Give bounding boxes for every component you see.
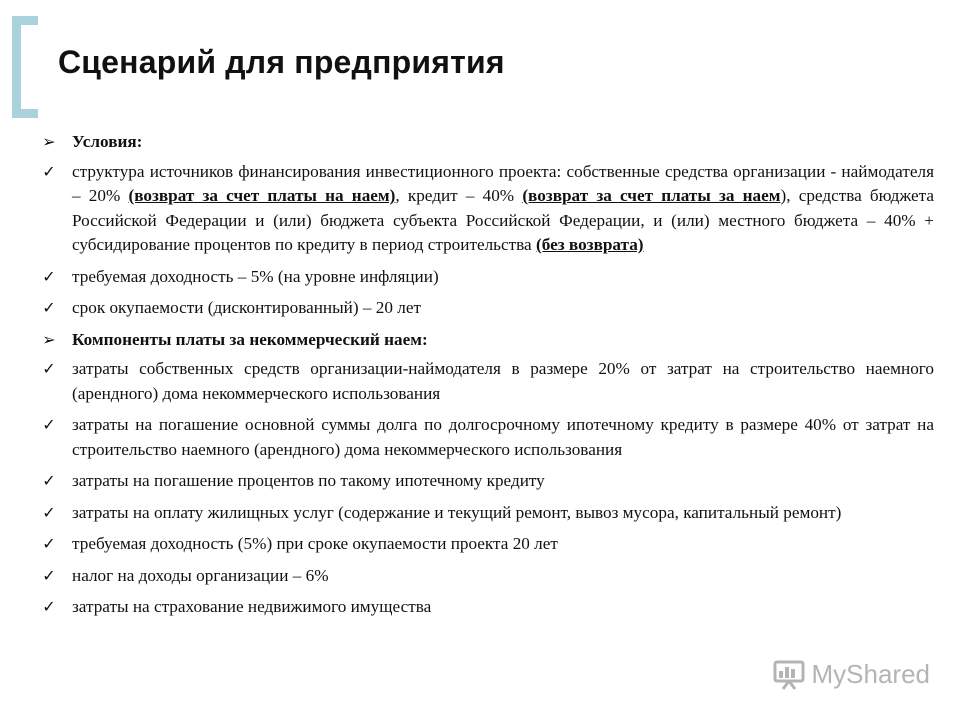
list-item: ➢ Компоненты платы за некоммерческий наем: xyxy=(38,328,934,353)
slide-title: Сценарий для предприятия xyxy=(58,44,505,80)
check-bullet-icon: ✓ xyxy=(42,298,56,317)
arrow-bullet-icon: ➢ xyxy=(42,132,56,151)
presentation-board-icon xyxy=(772,657,806,691)
list-item: ➢ Условия: xyxy=(38,130,934,155)
check-bullet-icon: ✓ xyxy=(42,266,56,286)
list-item: ✓ требуемая доходность – 5% (на уровне инфляции) xyxy=(38,265,934,290)
check-bullet-icon: ✓ xyxy=(42,565,56,585)
check-bullet-icon: ✓ xyxy=(42,534,56,553)
watermark-logo xyxy=(772,657,931,691)
list-item: ✓ затраты на погашение процентов по такому ипотечному кредиту xyxy=(38,469,934,494)
list-item: ✓ требуемая доходность (5%) при сроке окупаемости проекта 20 лет xyxy=(38,532,934,557)
list-item: ✓ затраты на страхование недвижимого имущества xyxy=(38,595,934,620)
bullet-list xyxy=(38,130,934,620)
check-bullet-icon: ✓ xyxy=(42,471,56,490)
check-bullet-icon: ✓ xyxy=(42,502,56,522)
check-bullet-icon: ✓ xyxy=(42,161,56,181)
list-item: ✓ структура источников финансирования инвестиционного проекта: собственные средства организации - наймодателя – 20% (возврат за счет платы на наем), кредит – 40% (возврат за счет платы за наем), средства бюджета Российской Федерации и (или) бюджета субъекта Российской Федерации, и (или) местного бюджета – 40% + субсидирование процентов по кредиту в период строительства (без возврата) xyxy=(38,160,934,258)
list-item: ✓ затраты на погашение основной суммы долга по долгосрочному ипотечному кредиту в размере 40% от затрат на строительство наемного (арендного) дома некоммерческого использования xyxy=(38,413,934,462)
arrow-bullet-icon: ➢ xyxy=(42,329,56,349)
list-item: ✓ срок окупаемости (дисконтированный) – 20 лет xyxy=(38,296,934,321)
list-item: ✓ налог на доходы организации – 6% xyxy=(38,564,934,589)
decorative-bracket xyxy=(12,16,38,118)
check-bullet-icon: ✓ xyxy=(42,359,56,378)
list-item: ✓ затраты на оплату жилищных услуг (содержание и текущий ремонт, вывоз мусора, капитальный ремонт) xyxy=(38,501,934,526)
list-item: ✓ затраты собственных средств организации-наймодателя в размере 20% от затрат на строительство наемного (арендного) дома некоммерческого использования xyxy=(38,357,934,406)
watermark-text: MyShared xyxy=(811,658,930,689)
check-bullet-icon: ✓ xyxy=(42,415,56,434)
check-bullet-icon: ✓ xyxy=(42,597,56,616)
